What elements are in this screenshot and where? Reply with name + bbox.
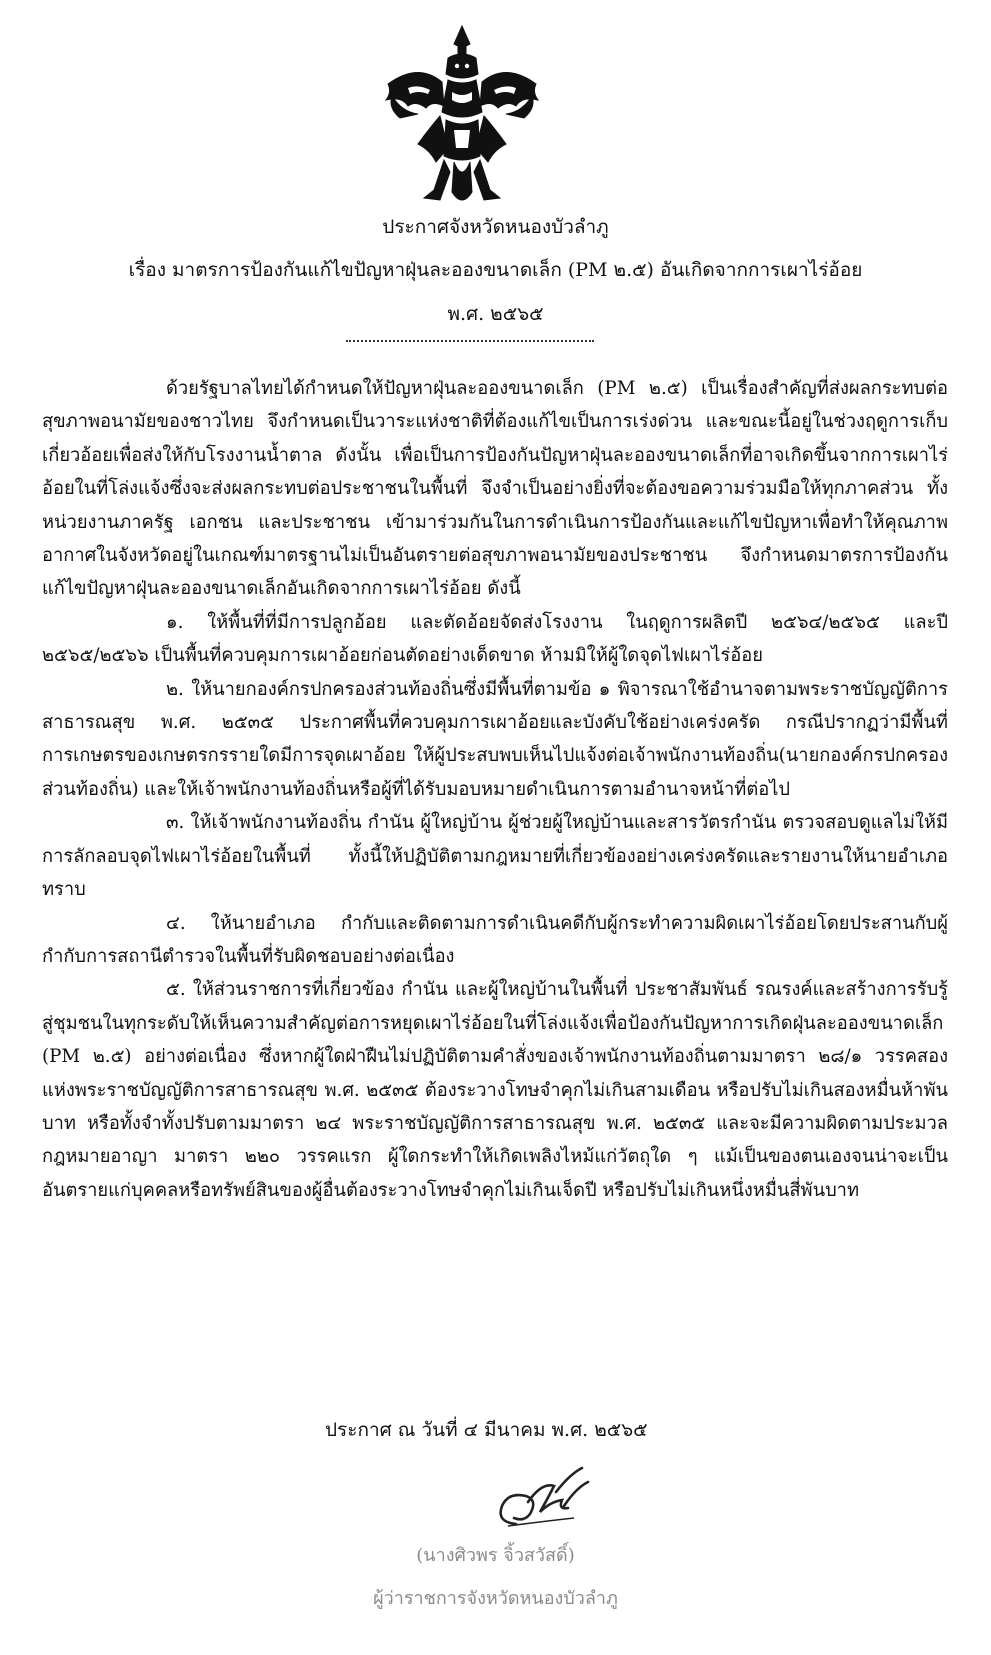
measure-item-1: ๑. ให้พื้นที่ที่มีการปลูกอ้อย และตัดอ้อยจัดส่งโรงงาน ในฤดูการผลิตปี ๒๕๖๔/๒๕๖๕ และปี ๒๕๖๕/๒๕๖๖ เป็นพื้นที่ควบคุมการเผาอ้อยก่อนตัดอย่างเด็ดขาด ห้ามมิให้ผู้ใดจุดไฟเผาไร่อ้อย [42, 611, 948, 667]
measure-item-3: ๓. ให้เจ้าพนักงานท้องถิ่น กำนัน ผู้ใหญ่บ้าน ผู้ช่วยผู้ใหญ่บ้านและสารวัตรกำนัน ตรวจสอบดูแลไม่ให้มีการลักลอบจุดไฟเผาไร่อ้อยในพื้นที่ ทั้งนี้ให้ปฏิบัติตามกฎหมายที่เกี่ยวข้องอย่างเคร่งครัดและรายงานให้นายอำเภอทราบ [42, 812, 948, 901]
measure-item-2: ๒. ให้นายกองค์กรปกครองส่วนท้องถิ่นซึ่งมีพื้นที่ตามข้อ ๑ พิจารณาใช้อำนาจตามพระราชบัญญัติการสาธารณสุข พ.ศ. ๒๕๓๕ ประกาศพื้นที่ควบคุมการเผาอ้อยและบังคับใช้อย่างเคร่งครัด กรณีปรากฏว่ามีพื้นที่การเกษตรของเกษตรกรรายใดมีการจุดเผาอ้อย ให้ผู้ประสบพบเห็นไปแจ้งต่อเจ้าพนักงานท้องถิ่น(นายกองค์กรปกครองส่วนท้องถิ่น) และให้เจ้าพนักงานท้องถิ่นหรือผู้ที่ได้รับมอบหมายดำเนินการตามอำนาจหน้าที่ต่อไป [42, 678, 948, 800]
issuer-heading: ประกาศจังหวัดหนองบัวลำภู [382, 216, 609, 238]
handwritten-signature [478, 1462, 598, 1540]
measure-item-4: ๔. ให้นายอำเภอ กำกับและติดตามการดำเนินคดีกับผู้กระทำความผิดเผาไร่อ้อยโดยประสานกับผู้กำกับการสถานีตำรวจในพื้นที่รับผิดชอบอย่างต่อเนื่อง [42, 912, 948, 967]
year-heading: พ.ศ. ๒๕๖๕ [447, 303, 544, 325]
announcement-body [42, 372, 948, 1207]
signer-title: ผู้ว่าราชการจังหวัดหนองบัวลำภู [373, 1588, 618, 1609]
subject-heading: เรื่อง มาตรการป้องกันแก้ไขปัญหาฝุ่นละอองขนาดเล็ก (PM ๒.๕) อันเกิดจากการเผาไร่อ้อย [128, 259, 863, 281]
garuda-emblem-icon [378, 22, 546, 218]
measure-item-5: ๕. ให้ส่วนราชการที่เกี่ยวข้อง กำนัน และผู้ใหญ่บ้านในพื้นที่ ประชาสัมพันธ์ รณรงค์และสร้างการรับรู้สู่ชุมชนในทุกระดับให้เห็นความสำคัญต่อการหยุดเผาไร่อ้อยในที่โล่งแจ้งเพื่อป้องกันปัญหาการเกิดฝุ่นละอองขนาดเล็ก (PM ๒.๕) อย่างต่อเนื่อง ซึ่งหากผู้ใดฝ่าฝืนไม่ปฏิบัติตามคำสั่งของเจ้าพนักงานท้องถิ่นตามมาตรา ๒๘/๑ วรรคสอง แห่งพระราชบัญญัติการสาธารณสุข พ.ศ. ๒๕๓๕ ต้องระวางโทษจำคุกไม่เกินสามเดือน หรือปรับไม่เกินสองหมื่นห้าพันบาท หรือทั้งจำทั้งปรับตามมาตรา ๒๔ พระราชบัญญัติการสาธารณสุข พ.ศ. ๒๕๓๕ และจะมีความผิดตามประมวลกฎหมายอาญา มาตรา ๒๒๐ วรรคแรก ผู้ใดกระทำให้เกิดเพลิงไหม้แก่วัตถุใด ๆ แม้เป็นของตนเองจนน่าจะเป็นอันตรายแก่บุคคลหรือทรัพย์สินของผู้อื่นต้องระวางโทษจำคุกไม่เกินเจ็ดปี หรือปรับไม่เกินหนึ่งหมื่นสี่พันบาท [42, 979, 948, 1201]
announcement-date: ประกาศ ณ วันที่ ๔ มีนาคม พ.ศ. ๒๕๖๕ [325, 1419, 648, 1441]
intro-paragraph: ด้วยรัฐบาลไทยได้กำหนดให้ปัญหาฝุ่นละอองขนาดเล็ก (PM ๒.๕) เป็นเรื่องสำคัญที่ส่งผลกระทบต่อสุขภาพอนามัยของชาวไทย จึงกำหนดเป็นวาระแห่งชาติที่ต้องแก้ไขเป็นการเร่งด่วน และขณะนี้อยู่ในช่วงฤดูการเก็บเกี่ยวอ้อยเพื่อส่งให้กับโรงงานน้ำตาล ดังนั้น เพื่อเป็นการป้องกันปัญหาฝุ่นละอองขนาดเล็กที่อาจเกิดขึ้นจากการเผาไร่อ้อยในที่โล่งแจ้งซึ่งจะส่งผลกระทบต่อประชาชนในพื้นที่ จึงจำเป็นอย่างยิ่งที่จะต้องขอความร่วมมือให้ทุกภาคส่วน ทั้งหน่วยงานภาครัฐ เอกชน และประชาชน เข้ามาร่วมกันในการดำเนินการป้องกันและแก้ไขปัญหาเพื่อทำให้คุณภาพอากาศในจังหวัดอยู่ในเกณฑ์มาตรฐานไม่เป็นอันตรายต่อสุขภาพอนามัยของประชาชน จึงกำหนดมาตรการป้องกันแก้ไขปัญหาฝุ่นละอองขนาดเล็กอันเกิดจากการเผาไร่อ้อย ดังนี้ [42, 378, 948, 600]
separator-line [346, 340, 594, 342]
signer-name: (นางศิวพร จิ้วสวัสดิ์) [416, 1545, 575, 1566]
